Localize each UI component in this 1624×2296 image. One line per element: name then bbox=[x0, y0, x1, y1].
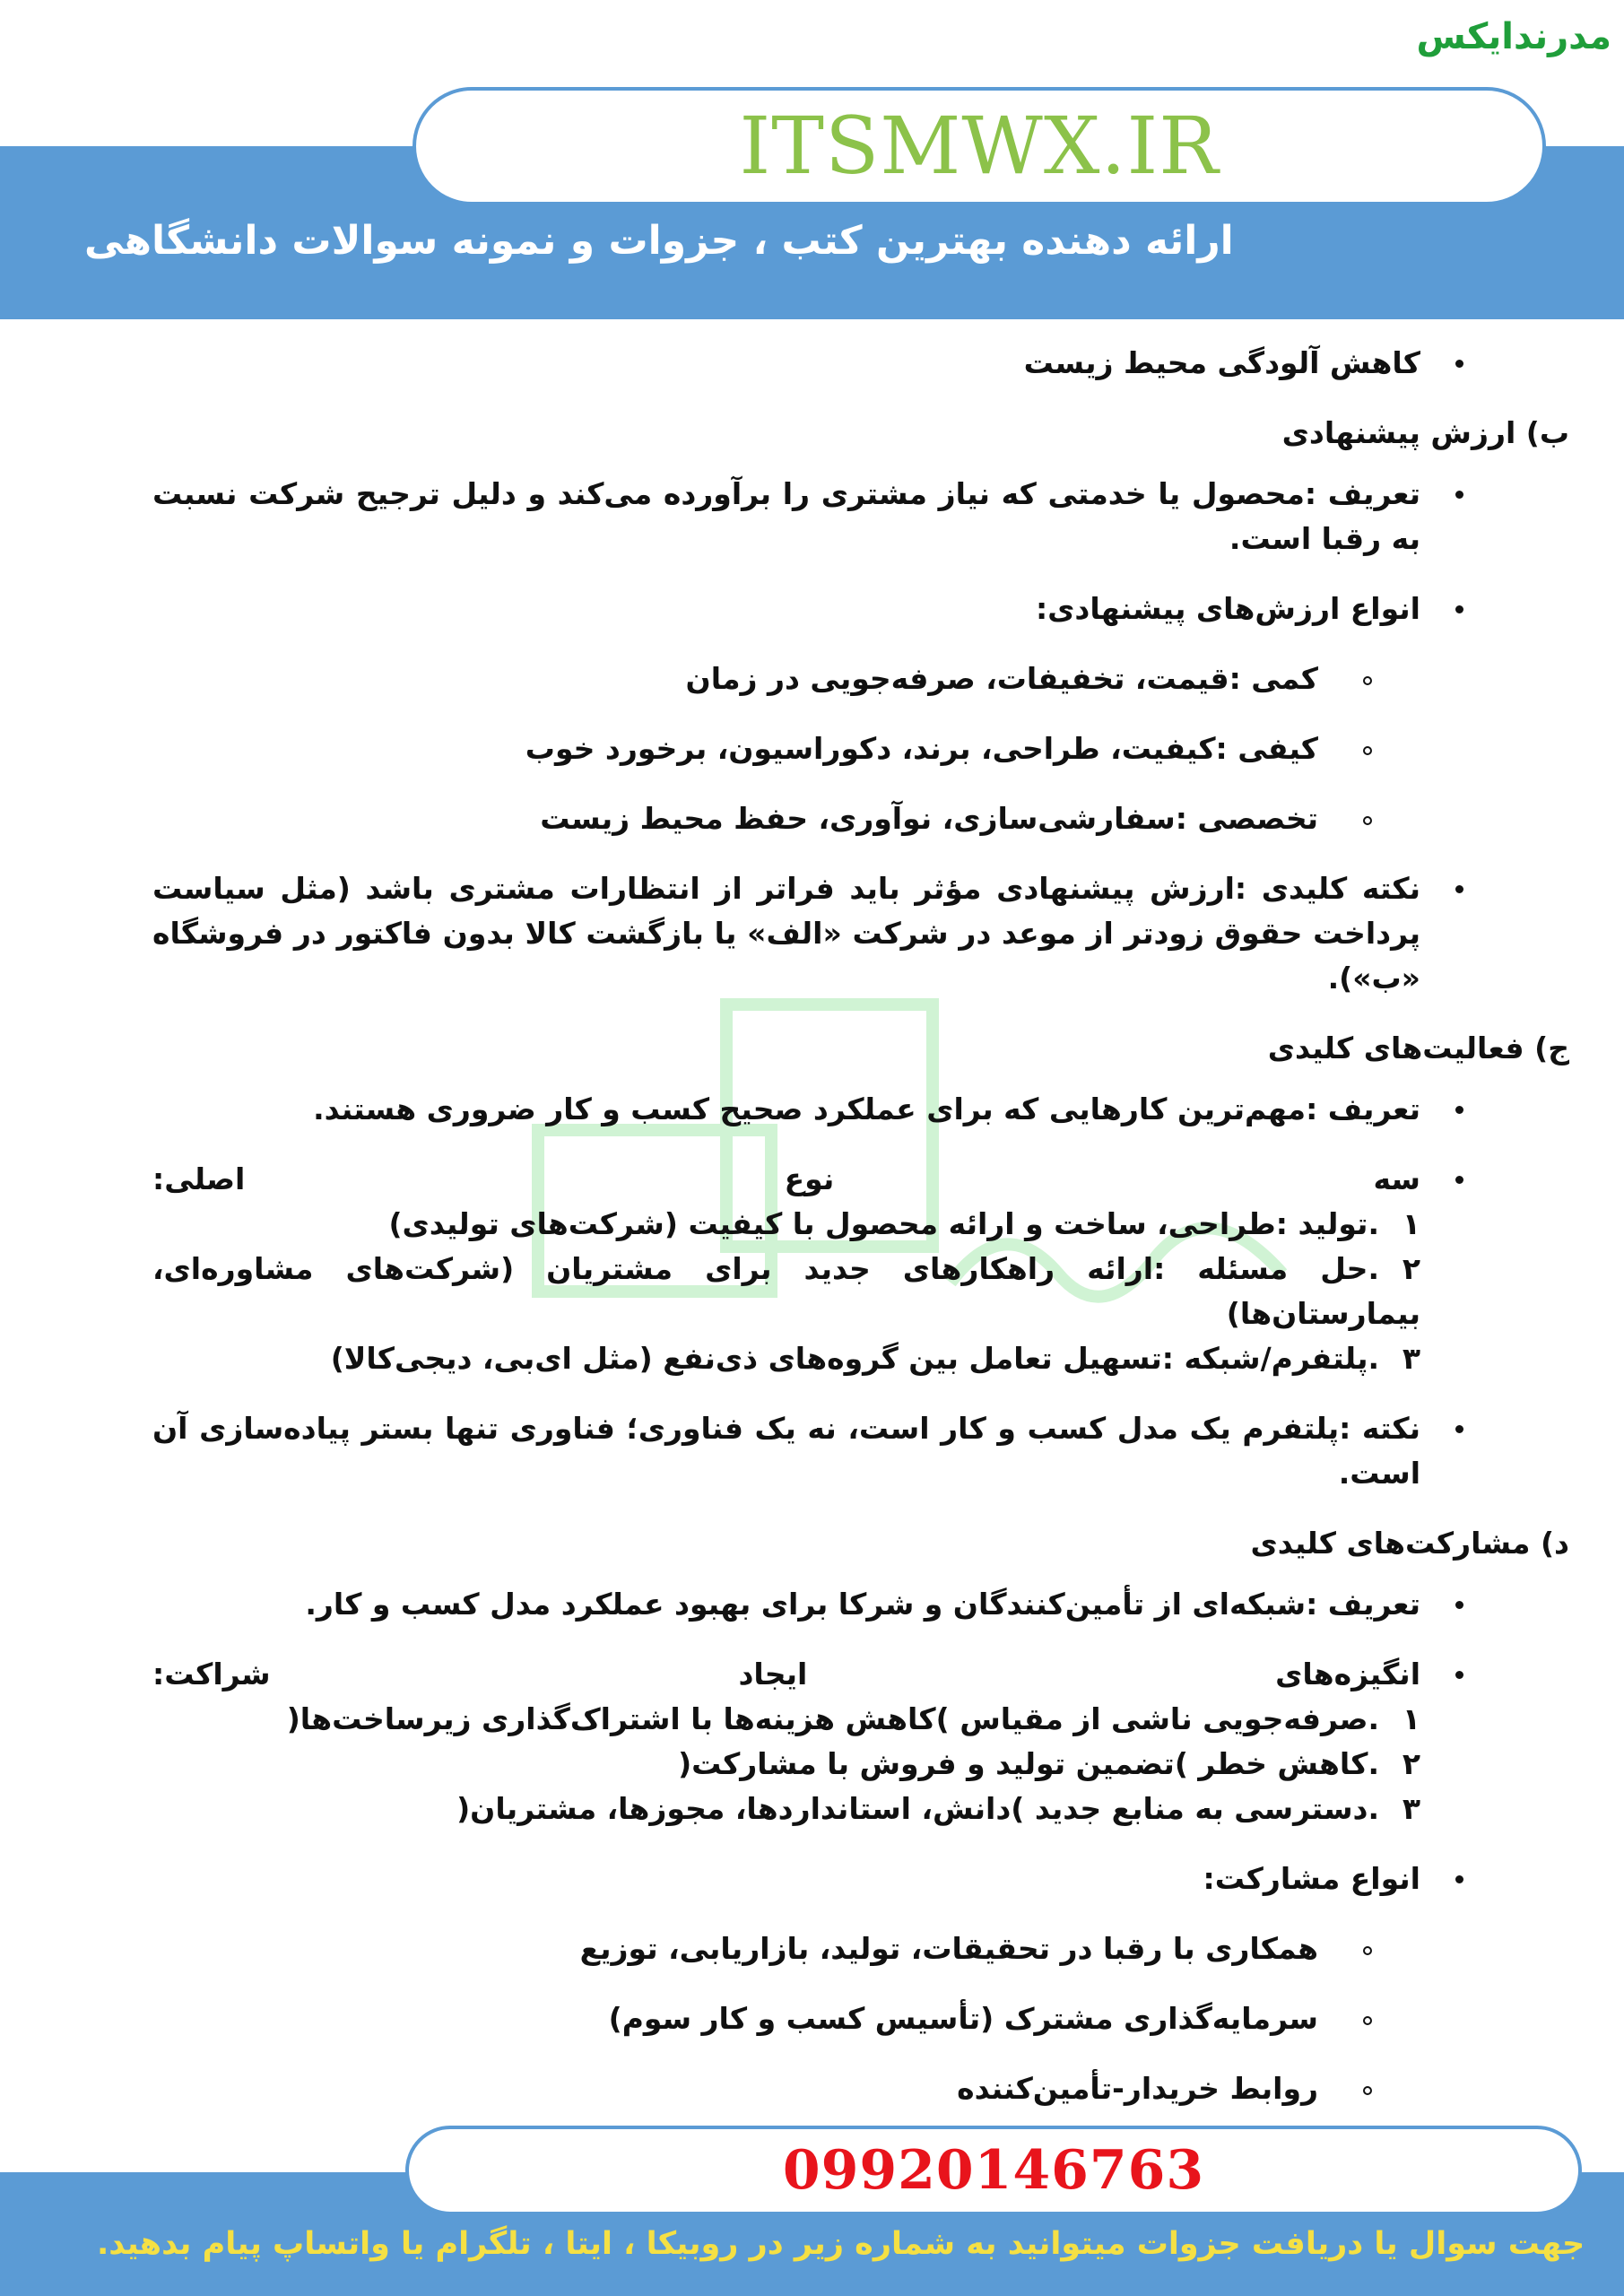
sub-list-item: کیفی :کیفیت، طراحی، برند، دکوراسیون، برخورد خوب bbox=[152, 726, 1471, 771]
section-heading-key-activities: ج) فعالیت‌های کلیدی bbox=[1267, 1031, 1569, 1065]
sub-list-item: سرمایه‌گذاری مشترک (تأسیس کسب و کار سوم) bbox=[152, 1996, 1471, 2041]
section-heading-key-partnerships: د) مشارکت‌های کلیدی bbox=[1250, 1526, 1569, 1561]
numbered-line: ۳.پلتفرم/شبکه :تسهیل تعامل بین گروه‌های ذی‌نفع (مثل ای‌بی، دیجی‌کالا) bbox=[330, 1341, 1420, 1376]
site-title[interactable]: ITSMWX.IR bbox=[739, 100, 1220, 192]
header-pill bbox=[413, 87, 1546, 205]
numbered-line: ۲.حل مسئله :ارائه راهکارهای جدید برای مشتریان (شرکت‌های مشاوره‌ای، بیمارستان‌ها) bbox=[152, 1251, 1420, 1331]
list-title-word: نوع bbox=[784, 1161, 835, 1196]
header-tagline: ارائه دهنده بهترین کتب ، جزوات و نمونه سوالات دانشگاهی bbox=[84, 218, 1234, 264]
numbered-line: ۳.دسترسی به منابع جدید )دانش، استانداردها، مجوزها، مشتریان( bbox=[456, 1791, 1420, 1826]
list-item: تعریف :شبکه‌ای از تأمین‌کنندگان و شرکا برای بهبود عملکرد مدل کسب و کار. bbox=[152, 1582, 1471, 1627]
sub-list-item: روابط خریدار-تأمین‌کننده bbox=[152, 2066, 1471, 2111]
list-item: انواع مشارکت: bbox=[152, 1857, 1471, 1901]
list-item: کاهش آلودگی محیط زیست bbox=[152, 341, 1471, 386]
list-title-word: اصلی: bbox=[152, 1161, 246, 1196]
list-item: نکته کلیدی :ارزش پیشنهادی مؤثر باید فراتر از انتظارات مشتری باشد (مثل سیاست پرداخت حقوق زودتر از موعد در شرکت «الف» یا بازگشت کالا بدون فاکتور در فروشگاه «ب»). bbox=[152, 866, 1471, 1001]
document-body bbox=[152, 341, 1569, 2136]
list-item: انواع ارزش‌های پیشنهادی: bbox=[152, 587, 1471, 631]
sub-list-item: تخصصی :سفارشی‌سازی، نوآوری، حفظ محیط زیست bbox=[152, 796, 1471, 841]
list-item bbox=[152, 1652, 1471, 1831]
list-item: نکته :پلتفرم یک مدل کسب و کار است، نه یک فناوری؛ فناوری تنها بستر پیاده‌سازی آن است. bbox=[152, 1406, 1471, 1496]
contact-phone[interactable]: 09920146763 bbox=[782, 2139, 1205, 2202]
footer-note: جهت سوال یا دریافت جزوات میتوانید به شماره زیر در روبیکا ، ایتا ، تلگرام یا واتساپ پیام بدهید. bbox=[97, 2226, 1585, 2262]
numbered-line: ۱.صرفه‌جویی ناشی از مقیاس )کاهش هزینه‌ها با اشتراک‌گذاری زیرساخت‌ها( bbox=[286, 1701, 1420, 1736]
numbered-line: ۱.تولید :طراحی، ساخت و ارائه محصول با کیفیت (شرکت‌های تولیدی) bbox=[388, 1206, 1420, 1241]
list-item bbox=[152, 1157, 1471, 1381]
sub-list-item: همکاری با رقبا در تحقیقات، تولید، بازاریابی، توزیع bbox=[152, 1926, 1471, 1971]
section-heading-value-proposition: ب) ارزش پیشنهادی bbox=[1281, 415, 1569, 450]
list-title-word: ایجاد bbox=[738, 1657, 808, 1692]
list-item: تعریف :محصول یا خدمتی که نیاز مشتری را برآورده می‌کند و دلیل ترجیح شرکت نسبت به رقبا است. bbox=[152, 472, 1471, 561]
list-title-word: شراکت: bbox=[152, 1657, 271, 1692]
numbered-line: ۲.کاهش خطر )تضمین تولید و فروش با مشارکت( bbox=[678, 1746, 1420, 1781]
list-item: تعریف :مهم‌ترین کارهایی که برای عملکرد صحیح کسب و کار ضروری هستند. bbox=[152, 1087, 1471, 1132]
footer-pill bbox=[405, 2126, 1582, 2215]
list-title-word: انگیزه‌های bbox=[1275, 1657, 1420, 1692]
list-title bbox=[152, 1157, 1420, 1202]
sub-list-item: کمی :قیمت، تخفیفات، صرفه‌جویی در زمان bbox=[152, 657, 1471, 701]
list-title-word: سه bbox=[1373, 1161, 1420, 1196]
list-title bbox=[152, 1652, 1420, 1697]
brand-label: مدرندایکس bbox=[1416, 16, 1611, 57]
